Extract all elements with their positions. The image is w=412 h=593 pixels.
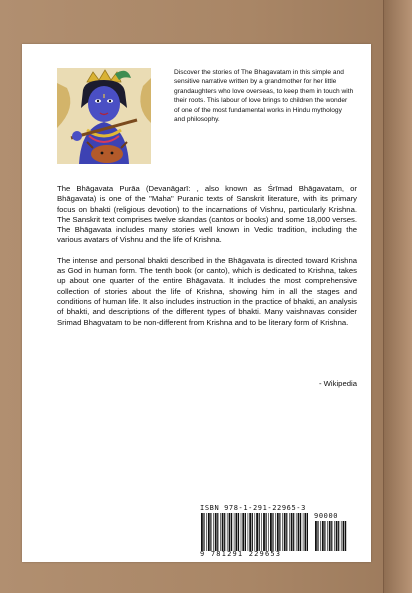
- isbn-barcode: [198, 503, 350, 559]
- intro-blurb: Discover the stories of The Bhagavatam in this simple and sensitive narrative written by a grandmother for her little grandaughters who love overseas, to keep them in touch with their roots. This labour of love brings to children the wonder of one of the most fundamental works in Hindu mythology and philosophy.: [174, 69, 354, 124]
- krishna-illustration: [57, 68, 151, 164]
- price-bars: [314, 521, 348, 551]
- isbn-text: ISBN 978-1-291-22965-3: [200, 504, 306, 512]
- description-paragraph-2: The intense and personal bhakti described in the Bhāgavata is directed toward Krishna as God in human form. The tenth book (or canto), which is dedicated to Krishna, takes up about one quarter of the entire Bhāgavata. It includes the most comprehensive collection of stories about the life of Krishna, showing him in all the stages and conditions of human life. It also includes instruction in the practice of bhakti, an analysis of bhakti, and descriptions of the different types of bhakti. Many vaishnavas consider Srimad Bhagvatam to be non-different from Krishna and to be literary form of Krishna.: [57, 255, 357, 327]
- krishna-drawing: [57, 68, 151, 164]
- spine-edge: [383, 0, 412, 593]
- description-paragraph-1: The Bhāgavata Purāa (Devanāgarī: , also known as Śrīmad Bhāgavatam, or Bhāgavata) is one of the "Maha" Puranic texts of Sanskrit literature, with its primary focus on bhakti (religious devotion) to the incarnations of Vishnu, particularly Krishna. The Sanskrit text comprises twelve skandas (cantos or books) and some 18,000 verses. The Bhāgavata includes many stories well known in Vedic tradition, including the various avatars of Vishnu and the life of Krishna.: [57, 184, 357, 245]
- text-panel: [22, 44, 371, 562]
- source-attribution: - Wikipedia: [318, 379, 357, 388]
- description: [57, 184, 357, 338]
- ean-bars: [200, 513, 308, 551]
- ean-digits: 9 781291 229653: [200, 550, 282, 558]
- price-code: 90000: [314, 512, 339, 520]
